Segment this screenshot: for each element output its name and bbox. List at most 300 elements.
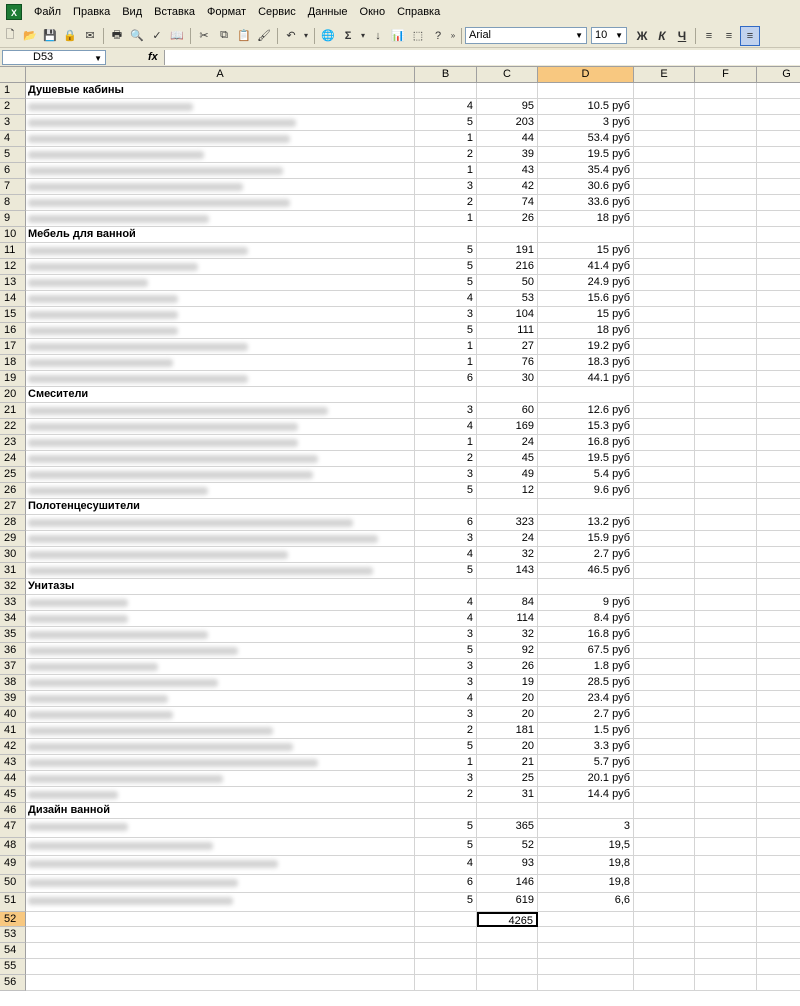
cell-g[interactable] <box>757 419 800 435</box>
category-cell[interactable]: Мебель для ванной <box>26 227 415 243</box>
keyword-cell[interactable] <box>26 838 415 856</box>
cell-c[interactable]: 24 <box>477 435 538 451</box>
cell-b[interactable]: 2 <box>415 723 477 739</box>
cell-f[interactable] <box>695 856 757 875</box>
cell-g[interactable] <box>757 675 800 691</box>
row-header[interactable]: 53 <box>0 927 26 943</box>
cell-f[interactable] <box>695 739 757 755</box>
cell-d[interactable] <box>538 975 634 991</box>
cell-e[interactable] <box>634 467 695 483</box>
cell-e[interactable] <box>634 227 695 243</box>
row-header[interactable]: 9 <box>0 211 26 227</box>
row-header[interactable]: 11 <box>0 243 26 259</box>
column-header-f[interactable]: F <box>695 67 757 83</box>
cell-e[interactable] <box>634 195 695 211</box>
row-header[interactable]: 55 <box>0 959 26 975</box>
cell-f[interactable] <box>695 163 757 179</box>
undo-dropdown-icon[interactable]: ▾ <box>303 31 308 40</box>
row-header[interactable]: 45 <box>0 787 26 803</box>
keyword-cell[interactable] <box>26 147 415 163</box>
row-header[interactable]: 10 <box>0 227 26 243</box>
row-header[interactable]: 35 <box>0 627 26 643</box>
cell-d[interactable]: 1.8 руб <box>538 659 634 675</box>
keyword-cell[interactable] <box>26 755 415 771</box>
cell-d[interactable]: 41.4 руб <box>538 259 634 275</box>
column-header-g[interactable]: G <box>757 67 800 83</box>
cell-g[interactable] <box>757 975 800 991</box>
cut-icon[interactable]: ✂ <box>199 30 209 42</box>
cell-e[interactable] <box>634 927 695 943</box>
category-cell[interactable]: Дизайн ванной <box>26 803 415 819</box>
cell-g[interactable] <box>757 856 800 875</box>
cell-c[interactable]: 146 <box>477 875 538 893</box>
keyword-cell[interactable] <box>26 819 415 838</box>
row-header[interactable]: 6 <box>0 163 26 179</box>
keyword-cell[interactable] <box>26 435 415 451</box>
cell-d[interactable] <box>538 803 634 819</box>
keyword-cell[interactable] <box>26 211 415 227</box>
cell-e[interactable] <box>634 691 695 707</box>
help-icon[interactable]: ? <box>434 29 442 42</box>
cell-d[interactable]: 9.6 руб <box>538 483 634 499</box>
cell-e[interactable] <box>634 893 695 912</box>
cell-e[interactable] <box>634 515 695 531</box>
cell-e[interactable] <box>634 403 695 419</box>
cell-c[interactable]: 169 <box>477 419 538 435</box>
cell-d[interactable]: 16.8 руб <box>538 627 634 643</box>
cell-c[interactable]: 111 <box>477 323 538 339</box>
cell-g[interactable] <box>757 819 800 838</box>
cell-b[interactable]: 1 <box>415 355 477 371</box>
cell-e[interactable] <box>634 943 695 959</box>
cell-f[interactable] <box>695 723 757 739</box>
paste-icon[interactable]: 📋 <box>237 30 251 42</box>
column-header-c[interactable]: C <box>477 67 538 83</box>
cell-g[interactable] <box>757 355 800 371</box>
keyword-cell[interactable] <box>26 707 415 723</box>
row-header[interactable]: 30 <box>0 547 26 563</box>
row-header[interactable]: 7 <box>0 179 26 195</box>
category-cell[interactable]: Полотенцесушители <box>26 499 415 515</box>
cell-c[interactable]: 32 <box>477 547 538 563</box>
cell-d[interactable]: 8.4 руб <box>538 611 634 627</box>
row-header[interactable]: 4 <box>0 131 26 147</box>
cell-c[interactable] <box>477 83 538 99</box>
cell-f[interactable] <box>695 771 757 787</box>
cell-d[interactable]: 44.1 руб <box>538 371 634 387</box>
row-header[interactable]: 34 <box>0 611 26 627</box>
cell-c[interactable]: 323 <box>477 515 538 531</box>
cell-f[interactable] <box>695 99 757 115</box>
column-header-d[interactable]: D <box>538 67 634 83</box>
cell-d[interactable]: 19,8 <box>538 875 634 893</box>
cell-f[interactable] <box>695 893 757 912</box>
keyword-cell[interactable] <box>26 355 415 371</box>
keyword-cell[interactable] <box>26 403 415 419</box>
cell-b[interactable]: 2 <box>415 195 477 211</box>
cell-d[interactable]: 19.5 руб <box>538 451 634 467</box>
cell-d[interactable]: 18 руб <box>538 211 634 227</box>
cell-g[interactable] <box>757 643 800 659</box>
autosum-dropdown-icon[interactable]: ▾ <box>360 31 365 40</box>
cell-f[interactable] <box>695 83 757 99</box>
cell-f[interactable] <box>695 195 757 211</box>
keyword-cell[interactable] <box>26 856 415 875</box>
cell-d[interactable]: 15.9 руб <box>538 531 634 547</box>
cell-d[interactable]: 20.1 руб <box>538 771 634 787</box>
row-header[interactable]: 49 <box>0 856 26 875</box>
cell-g[interactable] <box>757 515 800 531</box>
cell-c[interactable]: 25 <box>477 771 538 787</box>
cell-b[interactable]: 1 <box>415 755 477 771</box>
menu-item[interactable]: Формат <box>207 6 247 18</box>
keyword-cell[interactable] <box>26 115 415 131</box>
cell-e[interactable] <box>634 627 695 643</box>
cell-f[interactable] <box>695 147 757 163</box>
cell-d[interactable]: 2.7 руб <box>538 547 634 563</box>
cell-g[interactable] <box>757 547 800 563</box>
cell-b[interactable]: 6 <box>415 515 477 531</box>
cell-b[interactable]: 5 <box>415 739 477 755</box>
spelling-icon[interactable]: ✓ <box>152 30 162 42</box>
open-folder-icon[interactable]: 📂 <box>23 30 37 42</box>
row-header[interactable]: 17 <box>0 339 26 355</box>
row-header[interactable]: 33 <box>0 595 26 611</box>
cell-e[interactable] <box>634 643 695 659</box>
cell-g[interactable] <box>757 563 800 579</box>
keyword-cell[interactable] <box>26 307 415 323</box>
cell-d[interactable]: 35.4 руб <box>538 163 634 179</box>
cell-d[interactable]: 23.4 руб <box>538 691 634 707</box>
row-header[interactable]: 39 <box>0 691 26 707</box>
keyword-cell[interactable] <box>26 339 415 355</box>
cell-e[interactable] <box>634 339 695 355</box>
cell-c[interactable] <box>477 227 538 243</box>
row-header[interactable]: 1 <box>0 83 26 99</box>
cell-f[interactable] <box>695 355 757 371</box>
cell-d[interactable]: 19.5 руб <box>538 147 634 163</box>
cell-g[interactable] <box>757 723 800 739</box>
cell-f[interactable] <box>695 387 757 403</box>
cell-g[interactable] <box>757 838 800 856</box>
cell-c[interactable]: 53 <box>477 291 538 307</box>
cell-e[interactable] <box>634 499 695 515</box>
cell-e[interactable] <box>634 243 695 259</box>
keyword-cell[interactable] <box>26 259 415 275</box>
cell-c[interactable] <box>477 803 538 819</box>
keyword-cell[interactable] <box>26 371 415 387</box>
cell-f[interactable] <box>695 115 757 131</box>
keyword-cell[interactable] <box>26 131 415 147</box>
cell-d[interactable] <box>538 499 634 515</box>
name-box[interactable] <box>2 50 106 65</box>
cell-f[interactable] <box>695 975 757 991</box>
cell-c[interactable]: 42 <box>477 179 538 195</box>
cell-c[interactable]: 24 <box>477 531 538 547</box>
cell-e[interactable] <box>634 131 695 147</box>
selected-cell[interactable]: 4265 <box>477 912 538 927</box>
cell-c[interactable]: 52 <box>477 838 538 856</box>
cell-f[interactable] <box>695 339 757 355</box>
cell-f[interactable] <box>695 467 757 483</box>
cell-b[interactable] <box>415 943 477 959</box>
cell-g[interactable] <box>757 959 800 975</box>
cell-b[interactable]: 5 <box>415 893 477 912</box>
cell-e[interactable] <box>634 819 695 838</box>
column-header-e[interactable]: E <box>634 67 695 83</box>
cell-g[interactable] <box>757 307 800 323</box>
cell-g[interactable] <box>757 211 800 227</box>
keyword-cell[interactable] <box>26 691 415 707</box>
cell-b[interactable] <box>415 803 477 819</box>
cell-g[interactable] <box>757 131 800 147</box>
cell-c[interactable]: 20 <box>477 739 538 755</box>
cell-d[interactable]: 18 руб <box>538 323 634 339</box>
keyword-cell[interactable] <box>26 643 415 659</box>
cell-g[interactable] <box>757 451 800 467</box>
underline-button[interactable]: Ч <box>677 28 687 43</box>
cell-c[interactable]: 50 <box>477 275 538 291</box>
row-header[interactable]: 18 <box>0 355 26 371</box>
cell-b[interactable]: 5 <box>415 259 477 275</box>
cell-f[interactable] <box>695 403 757 419</box>
cell-d[interactable] <box>538 387 634 403</box>
cell-b[interactable]: 3 <box>415 467 477 483</box>
cell-d[interactable]: 53.4 руб <box>538 131 634 147</box>
cell-c[interactable]: 19 <box>477 675 538 691</box>
cell-b[interactable]: 4 <box>415 99 477 115</box>
cell-c[interactable] <box>477 959 538 975</box>
cell-d[interactable]: 15 руб <box>538 307 634 323</box>
keyword-cell[interactable] <box>26 912 415 927</box>
cell-b[interactable]: 2 <box>415 787 477 803</box>
cell-c[interactable]: 30 <box>477 371 538 387</box>
align-right-icon[interactable]: ≡ <box>740 26 760 46</box>
cell-g[interactable] <box>757 691 800 707</box>
cell-e[interactable] <box>634 771 695 787</box>
cell-f[interactable] <box>695 243 757 259</box>
cell-b[interactable]: 6 <box>415 875 477 893</box>
cell-f[interactable] <box>695 943 757 959</box>
cell-b[interactable]: 2 <box>415 451 477 467</box>
cell-b[interactable]: 4 <box>415 856 477 875</box>
cell-d[interactable] <box>538 227 634 243</box>
cell-f[interactable] <box>695 451 757 467</box>
cell-b[interactable]: 4 <box>415 611 477 627</box>
cell-e[interactable] <box>634 975 695 991</box>
cell-g[interactable] <box>757 291 800 307</box>
category-cell[interactable]: Душевые кабины <box>26 83 415 99</box>
cell-e[interactable] <box>634 99 695 115</box>
column-header-b[interactable]: B <box>415 67 477 83</box>
cell-b[interactable]: 1 <box>415 339 477 355</box>
print-preview-icon[interactable]: 🔍 <box>130 30 144 42</box>
cell-f[interactable] <box>695 291 757 307</box>
cell-c[interactable]: 31 <box>477 787 538 803</box>
keyword-cell[interactable] <box>26 467 415 483</box>
cell-f[interactable] <box>695 927 757 943</box>
cell-b[interactable] <box>415 927 477 943</box>
cell-e[interactable] <box>634 959 695 975</box>
keyword-cell[interactable] <box>26 275 415 291</box>
cell-c[interactable]: 619 <box>477 893 538 912</box>
excel-app-icon[interactable]: X <box>6 4 22 20</box>
cell-c[interactable]: 92 <box>477 643 538 659</box>
cell-c[interactable] <box>477 387 538 403</box>
cell-e[interactable] <box>634 787 695 803</box>
cell-d[interactable]: 2.7 руб <box>538 707 634 723</box>
row-header[interactable]: 48 <box>0 838 26 856</box>
cell-b[interactable]: 3 <box>415 659 477 675</box>
cell-d[interactable]: 14.4 руб <box>538 787 634 803</box>
cell-f[interactable] <box>695 211 757 227</box>
cell-c[interactable]: 43 <box>477 163 538 179</box>
row-header[interactable]: 15 <box>0 307 26 323</box>
keyword-cell[interactable] <box>26 179 415 195</box>
cell-e[interactable] <box>634 323 695 339</box>
cell-e[interactable] <box>634 179 695 195</box>
select-all-corner[interactable] <box>0 67 26 83</box>
row-header[interactable]: 27 <box>0 499 26 515</box>
menu-item[interactable]: Вид <box>122 6 143 18</box>
cell-f[interactable] <box>695 371 757 387</box>
cell-g[interactable] <box>757 659 800 675</box>
cell-f[interactable] <box>695 959 757 975</box>
cell-d[interactable]: 3 руб <box>538 115 634 131</box>
row-header[interactable]: 22 <box>0 419 26 435</box>
row-header[interactable]: 14 <box>0 291 26 307</box>
row-header[interactable]: 41 <box>0 723 26 739</box>
cell-b[interactable] <box>415 959 477 975</box>
keyword-cell[interactable] <box>26 515 415 531</box>
cell-d[interactable]: 1.5 руб <box>538 723 634 739</box>
row-header[interactable]: 23 <box>0 435 26 451</box>
cell-c[interactable]: 203 <box>477 115 538 131</box>
cell-f[interactable] <box>695 627 757 643</box>
row-header[interactable]: 38 <box>0 675 26 691</box>
row-header[interactable]: 28 <box>0 515 26 531</box>
cell-g[interactable] <box>757 803 800 819</box>
cell-c[interactable]: 26 <box>477 211 538 227</box>
cell-d[interactable]: 19,8 <box>538 856 634 875</box>
cell-c[interactable]: 191 <box>477 243 538 259</box>
keyword-cell[interactable] <box>26 595 415 611</box>
keyword-cell[interactable] <box>26 451 415 467</box>
cell-f[interactable] <box>695 643 757 659</box>
cell-f[interactable] <box>695 547 757 563</box>
keyword-cell[interactable] <box>26 163 415 179</box>
cell-f[interactable] <box>695 483 757 499</box>
keyword-cell[interactable] <box>26 531 415 547</box>
category-cell[interactable]: Унитазы <box>26 579 415 595</box>
email-icon[interactable]: ✉ <box>85 30 95 42</box>
cell-e[interactable] <box>634 912 695 927</box>
row-header[interactable]: 26 <box>0 483 26 499</box>
keyword-cell[interactable] <box>26 323 415 339</box>
cell-g[interactable] <box>757 739 800 755</box>
cell-c[interactable]: 76 <box>477 355 538 371</box>
cell-d[interactable]: 30.6 руб <box>538 179 634 195</box>
cell-e[interactable] <box>634 755 695 771</box>
keyword-cell[interactable] <box>26 723 415 739</box>
cell-b[interactable]: 3 <box>415 627 477 643</box>
cell-b[interactable]: 3 <box>415 531 477 547</box>
zoom-icon[interactable]: ⬚ <box>412 30 424 42</box>
cell-d[interactable]: 16.8 руб <box>538 435 634 451</box>
keyword-cell[interactable] <box>26 975 415 991</box>
cell-g[interactable] <box>757 755 800 771</box>
cell-c[interactable]: 104 <box>477 307 538 323</box>
italic-button[interactable]: К <box>658 28 666 43</box>
cell-g[interactable] <box>757 115 800 131</box>
cell-b[interactable]: 3 <box>415 771 477 787</box>
cell-g[interactable] <box>757 611 800 627</box>
cell-b[interactable]: 5 <box>415 115 477 131</box>
cell-c[interactable]: 45 <box>477 451 538 467</box>
cell-c[interactable]: 216 <box>477 259 538 275</box>
permission-icon[interactable]: 🔒 <box>63 30 77 42</box>
cell-f[interactable] <box>695 838 757 856</box>
cell-c[interactable]: 114 <box>477 611 538 627</box>
keyword-cell[interactable] <box>26 959 415 975</box>
column-header-a[interactable]: A <box>26 67 415 83</box>
cell-b[interactable] <box>415 83 477 99</box>
cell-e[interactable] <box>634 803 695 819</box>
cell-e[interactable] <box>634 611 695 627</box>
cell-e[interactable] <box>634 707 695 723</box>
research-icon[interactable]: 📖 <box>170 30 184 42</box>
cell-c[interactable] <box>477 975 538 991</box>
cell-b[interactable]: 1 <box>415 211 477 227</box>
cell-c[interactable]: 365 <box>477 819 538 838</box>
keyword-cell[interactable] <box>26 291 415 307</box>
cell-d[interactable]: 12.6 руб <box>538 403 634 419</box>
cell-d[interactable]: 9 руб <box>538 595 634 611</box>
cell-e[interactable] <box>634 547 695 563</box>
cell-e[interactable] <box>634 579 695 595</box>
row-header[interactable]: 42 <box>0 739 26 755</box>
row-header[interactable]: 13 <box>0 275 26 291</box>
cell-b[interactable]: 5 <box>415 323 477 339</box>
cell-e[interactable] <box>634 659 695 675</box>
format-painter-icon[interactable]: 🖌 <box>257 30 271 42</box>
menu-item[interactable]: Сервис <box>258 6 296 18</box>
cell-f[interactable] <box>695 755 757 771</box>
cell-c[interactable]: 44 <box>477 131 538 147</box>
copy-icon[interactable]: ⧉ <box>220 29 228 41</box>
row-header[interactable]: 50 <box>0 875 26 893</box>
cell-b[interactable]: 5 <box>415 563 477 579</box>
cell-b[interactable]: 1 <box>415 435 477 451</box>
row-header[interactable]: 40 <box>0 707 26 723</box>
cell-e[interactable] <box>634 291 695 307</box>
cell-g[interactable] <box>757 339 800 355</box>
cell-c[interactable]: 39 <box>477 147 538 163</box>
bold-button[interactable]: Ж <box>636 28 648 43</box>
keyword-cell[interactable] <box>26 563 415 579</box>
cell-e[interactable] <box>634 875 695 893</box>
keyword-cell[interactable] <box>26 99 415 115</box>
cell-b[interactable]: 3 <box>415 307 477 323</box>
cell-g[interactable] <box>757 83 800 99</box>
align-center-icon[interactable]: ≡ <box>725 29 733 42</box>
cell-g[interactable] <box>757 275 800 291</box>
keyword-cell[interactable] <box>26 483 415 499</box>
cell-g[interactable] <box>757 179 800 195</box>
cell-b[interactable]: 3 <box>415 179 477 195</box>
menu-item[interactable]: Правка <box>73 6 111 18</box>
cell-e[interactable] <box>634 595 695 611</box>
